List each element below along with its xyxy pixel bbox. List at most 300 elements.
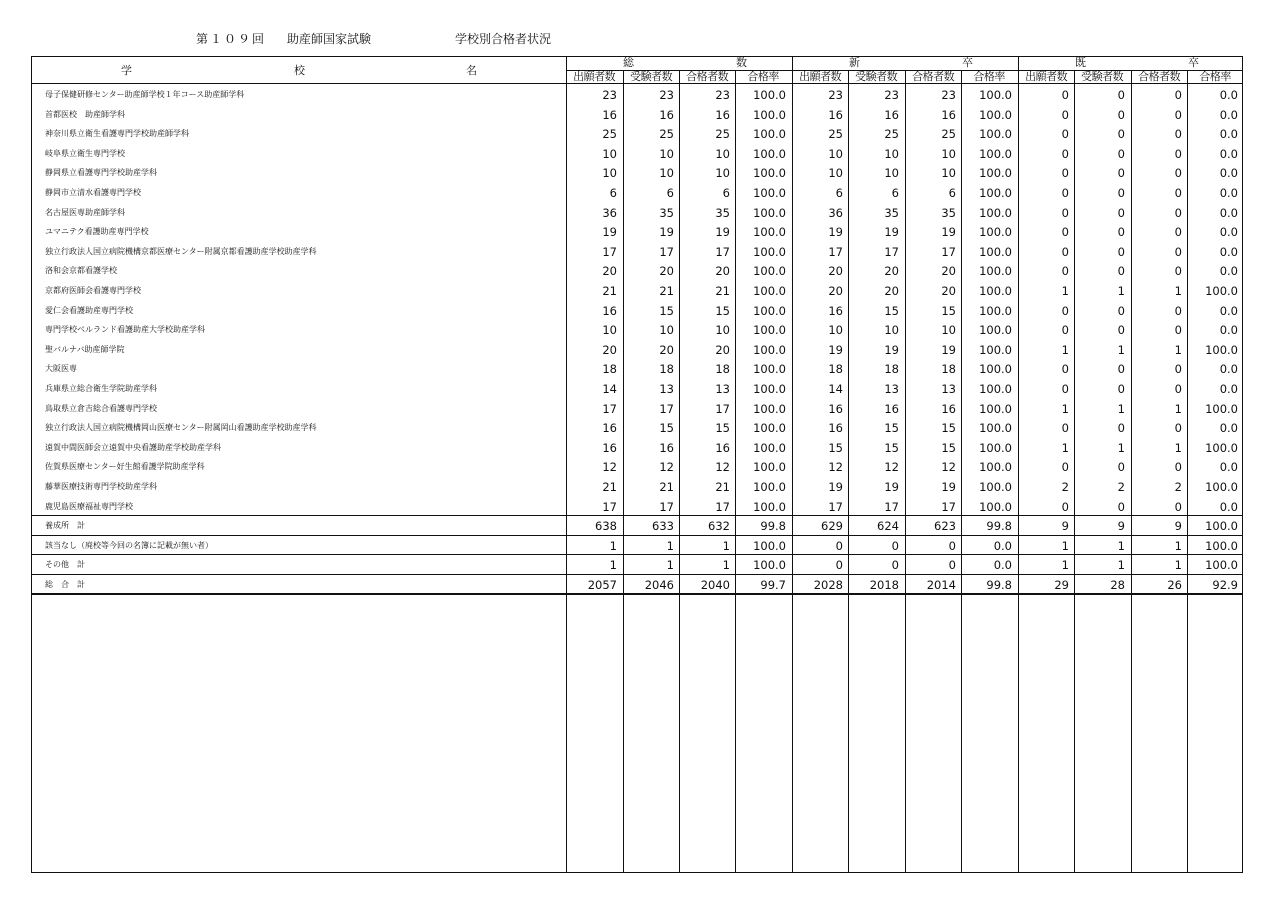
examinees-value: 25: [659, 127, 674, 142]
examinees-value: 20: [884, 264, 899, 279]
pass-rate-value: 100.0: [753, 225, 786, 240]
passers-value: 23: [941, 88, 956, 102]
passers-value: 17: [715, 401, 730, 416]
school-name: 藤華医療技術専門学校助産学科: [45, 482, 157, 491]
passers-value: 6: [948, 186, 956, 200]
examinees-value: 624: [877, 519, 899, 534]
pass-rate-value: 100.0: [979, 244, 1012, 259]
examinees-value: 2046: [644, 578, 674, 592]
examinees-value: 0: [1117, 421, 1125, 436]
pass-rate-value: 0.0: [1219, 382, 1238, 396]
applicants-value: 15: [828, 440, 843, 455]
pass-rate-value: 100.0: [979, 362, 1012, 377]
passers-value: 17: [715, 244, 730, 259]
examinees-value: 1: [1117, 284, 1125, 298]
passers-value: 10: [941, 146, 956, 161]
examinees-value: 0: [1117, 166, 1125, 181]
table-row: [31, 379, 1243, 399]
applicants-value: 2028: [813, 578, 843, 592]
examinees-value: 35: [884, 205, 899, 220]
school-name: 大阪医専: [45, 364, 77, 374]
group-header: [566, 56, 791, 70]
passers-value: 10: [941, 166, 956, 181]
passers-value: 0: [1174, 186, 1182, 200]
pass-rate-value: 100.0: [979, 205, 1012, 220]
pass-rate-value: 100.0: [979, 342, 1012, 357]
report-title: 学校別合格者状況: [455, 32, 552, 46]
subheader-examinees: 受験者数: [1081, 70, 1124, 83]
table-row: [31, 399, 1243, 419]
examinees-value: 6: [666, 186, 674, 200]
applicants-value: 629: [821, 519, 843, 534]
subheader-pass-rate: 合格率: [973, 70, 1005, 83]
totals-bottom-divider: [31, 593, 1243, 595]
applicants-value: 10: [828, 166, 843, 181]
table-row: [31, 320, 1243, 340]
table-row: [31, 359, 1243, 379]
examinees-value: 0: [1117, 362, 1125, 377]
pass-rate-value: 100.0: [979, 480, 1012, 494]
examinees-value: 0: [1117, 205, 1125, 220]
school-name: ユマニテク看護助産専門学校: [45, 227, 149, 237]
passers-value: 35: [715, 205, 730, 220]
examinees-value: 15: [884, 440, 899, 455]
school-name: 愛仁会看護助産専門学校: [45, 305, 133, 315]
applicants-value: 16: [828, 107, 843, 122]
exam-name: 助産師国家試験: [287, 32, 372, 46]
pass-rate-value: 100.0: [979, 284, 1012, 298]
subheader-applicants: 出願者数: [799, 70, 842, 83]
applicants-value: 25: [602, 127, 617, 142]
total-row: [31, 555, 1243, 575]
pass-rate-value: 0.0: [1219, 107, 1238, 122]
applicants-value: 6: [835, 186, 843, 200]
examinees-value: 10: [659, 146, 674, 161]
school-name: その他 計: [45, 560, 85, 570]
school-name: 養成所 計: [45, 521, 85, 531]
examinees-value: 0: [1117, 225, 1125, 240]
applicants-value: 16: [602, 107, 617, 122]
pass-rate-value: 99.7: [760, 578, 786, 592]
school-name: 鳥取県立倉吉総合看護専門学校: [45, 403, 157, 413]
subheader-applicants: 出願者数: [573, 70, 616, 83]
applicants-value: 0: [1061, 205, 1069, 220]
school-name: 独立行政法人国立病院機構岡山医療センター附属岡山看護助産学校助産学科: [45, 423, 317, 433]
examinees-value: 17: [659, 499, 674, 514]
applicants-value: 19: [828, 342, 843, 357]
pass-rate-value: 100.0: [1205, 519, 1238, 534]
applicants-value: 19: [828, 480, 843, 494]
subheader-passers: 合格者数: [1138, 70, 1181, 83]
applicants-value: 1: [1061, 401, 1069, 416]
school-col-header-char: 学: [121, 64, 132, 77]
applicants-value: 0: [1061, 146, 1069, 161]
school-name: 総 合 計: [45, 580, 85, 589]
table-row: [31, 163, 1243, 183]
passers-value: 1: [1174, 284, 1182, 298]
pass-rate-value: 0.0: [1219, 186, 1238, 200]
pass-rate-value: 0.0: [1219, 244, 1238, 259]
examinees-value: 12: [659, 460, 674, 475]
passers-value: 0: [1174, 244, 1182, 259]
applicants-value: 20: [828, 264, 843, 279]
school-name: 遠賀中間医師会立遠賀中央看護助産学校助産学科: [45, 442, 221, 452]
pass-rate-value: 100.0: [1205, 558, 1238, 573]
applicants-value: 17: [602, 401, 617, 416]
pass-rate-value: 0.0: [1219, 264, 1238, 279]
passers-value: 21: [715, 284, 730, 298]
passers-value: 35: [941, 205, 956, 220]
applicants-value: 23: [602, 88, 617, 102]
pass-rate-value: 100.0: [753, 342, 786, 357]
passers-value: 12: [941, 460, 956, 475]
examinees-value: 17: [659, 244, 674, 259]
pass-rate-value: 0.0: [993, 558, 1012, 573]
pass-rate-value: 100.0: [753, 166, 786, 181]
examinees-value: 0: [1117, 88, 1125, 102]
examinees-value: 17: [884, 244, 899, 259]
passers-value: 23: [715, 88, 730, 102]
examinees-value: 19: [884, 342, 899, 357]
pass-rate-value: 100.0: [753, 88, 786, 102]
school-name: 聖バルナバ助産師学院: [45, 344, 125, 354]
passers-value: 19: [941, 225, 956, 240]
examinees-value: 12: [884, 460, 899, 475]
pass-rate-value: 100.0: [753, 244, 786, 259]
applicants-value: 20: [602, 264, 617, 279]
pass-rate-value: 100.0: [979, 440, 1012, 455]
examinees-value: 0: [1117, 146, 1125, 161]
passers-value: 25: [941, 127, 956, 142]
passers-value: 15: [941, 303, 956, 318]
passers-value: 16: [941, 107, 956, 122]
applicants-value: 0: [1061, 166, 1069, 181]
passers-value: 1: [1174, 538, 1182, 553]
examinees-value: 1: [1117, 538, 1125, 553]
examinees-value: 1: [666, 558, 674, 573]
examinees-value: 13: [884, 382, 899, 396]
passers-value: 6: [722, 186, 730, 200]
applicants-value: 19: [828, 225, 843, 240]
applicants-value: 10: [602, 146, 617, 161]
passers-value: 0: [1174, 205, 1182, 220]
applicants-value: 0: [1061, 323, 1069, 338]
applicants-value: 18: [828, 362, 843, 377]
examinees-value: 20: [659, 264, 674, 279]
passers-value: 0: [1174, 264, 1182, 279]
pass-rate-value: 100.0: [979, 88, 1012, 102]
subheader-examinees: 受験者数: [630, 70, 673, 83]
table-row: [31, 438, 1243, 458]
passers-value: 19: [941, 342, 956, 357]
examinees-value: 0: [1117, 107, 1125, 122]
passers-value: 16: [941, 401, 956, 416]
passers-value: 1: [1174, 440, 1182, 455]
applicants-value: 1: [1061, 558, 1069, 573]
applicants-value: 14: [828, 382, 843, 396]
passers-value: 25: [715, 127, 730, 142]
pass-rate-value: 100.0: [753, 440, 786, 455]
subheader-applicants: 出願者数: [1025, 70, 1068, 83]
passers-value: 0: [1174, 225, 1182, 240]
school-name: 該当なし（廃校等今回の名簿に記載が無い者）: [45, 540, 213, 550]
passers-value: 0: [1174, 107, 1182, 122]
applicants-value: 0: [1061, 303, 1069, 318]
applicants-value: 16: [828, 303, 843, 318]
applicants-value: 10: [828, 146, 843, 161]
passers-value: 0: [1174, 382, 1182, 396]
table-row: [31, 183, 1243, 203]
pass-rate-value: 100.0: [979, 146, 1012, 161]
group-header-char: 既: [1075, 56, 1086, 69]
passers-value: 15: [941, 421, 956, 436]
school-name: 名古屋医専助産師学科: [45, 207, 125, 217]
table-row: [31, 85, 1243, 105]
applicants-value: 25: [828, 127, 843, 142]
pass-rate-value: 100.0: [753, 362, 786, 377]
pass-rate-value: 100.0: [1205, 342, 1238, 357]
pass-rate-value: 100.0: [753, 401, 786, 416]
passers-value: 0: [1174, 323, 1182, 338]
pass-rate-value: 99.8: [760, 519, 786, 534]
pass-rate-value: 0.0: [1219, 421, 1238, 436]
applicants-value: 0: [1061, 107, 1069, 122]
applicants-value: 0: [1061, 186, 1069, 200]
applicants-value: 0: [1061, 362, 1069, 377]
passers-value: 15: [715, 303, 730, 318]
applicants-value: 0: [1061, 244, 1069, 259]
pass-rate-value: 100.0: [979, 460, 1012, 475]
passers-value: 20: [715, 342, 730, 357]
examinees-value: 18: [884, 362, 899, 377]
examinees-value: 0: [1117, 499, 1125, 514]
applicants-value: 21: [602, 480, 617, 494]
pass-rate-value: 100.0: [753, 205, 786, 220]
applicants-value: 0: [1061, 264, 1069, 279]
group-header-char: 新: [849, 56, 860, 69]
passers-value: 16: [715, 440, 730, 455]
passers-value: 1: [722, 558, 730, 573]
school-name: 静岡市立清水看護専門学校: [45, 188, 141, 197]
group-header: [1018, 56, 1243, 70]
pass-rate-value: 100.0: [979, 303, 1012, 318]
examinees-value: 1: [666, 538, 674, 553]
table-row: [31, 418, 1243, 438]
group-header-char: 数: [736, 56, 747, 69]
pass-rate-value: 100.0: [1205, 440, 1238, 455]
examinees-value: 10: [884, 166, 899, 181]
table-row: [31, 222, 1243, 242]
passers-value: 15: [715, 421, 730, 436]
examinees-value: 1: [1117, 401, 1125, 416]
pass-rate-value: 100.0: [753, 421, 786, 436]
applicants-value: 21: [602, 284, 617, 298]
passers-value: 17: [941, 499, 956, 514]
passers-value: 18: [715, 362, 730, 377]
applicants-value: 20: [602, 342, 617, 357]
group-header: [792, 56, 1017, 70]
examinees-value: 15: [659, 421, 674, 436]
examinees-value: 0: [1117, 244, 1125, 259]
passers-value: 0: [1174, 127, 1182, 142]
table-row: [31, 144, 1243, 164]
examinees-value: 25: [884, 127, 899, 142]
examinees-value: 17: [659, 401, 674, 416]
pass-rate-value: 0.0: [993, 538, 1012, 553]
applicants-value: 23: [828, 88, 843, 102]
pass-rate-value: 0.0: [1219, 146, 1238, 161]
pass-rate-value: 100.0: [979, 225, 1012, 240]
passers-value: 9: [1174, 519, 1182, 534]
pass-rate-value: 0.0: [1219, 362, 1238, 377]
examinees-value: 0: [1117, 323, 1125, 338]
passers-value: 17: [941, 244, 956, 259]
passers-value: 1: [1174, 558, 1182, 573]
passers-value: 18: [941, 362, 956, 377]
passers-value: 17: [715, 499, 730, 514]
passers-value: 1: [1174, 401, 1182, 416]
passers-value: 13: [715, 382, 730, 396]
passers-value: 10: [715, 146, 730, 161]
school-col-header-char: 校: [294, 64, 305, 77]
pass-rate-value: 100.0: [753, 186, 786, 200]
applicants-value: 0: [1061, 382, 1069, 396]
examinees-value: 28: [1110, 578, 1125, 592]
pass-rate-value: 100.0: [1205, 401, 1238, 416]
examinees-value: 2: [1117, 480, 1125, 494]
applicants-value: 14: [602, 382, 617, 396]
examinees-value: 6: [891, 186, 899, 200]
applicants-value: 10: [602, 166, 617, 181]
passers-value: 10: [941, 323, 956, 338]
exam-round: 第１０９回: [196, 32, 267, 46]
examinees-value: 19: [884, 480, 899, 494]
passers-value: 623: [934, 519, 956, 534]
applicants-value: 16: [828, 401, 843, 416]
examinees-value: 18: [659, 362, 674, 377]
pass-rate-value: 100.0: [979, 264, 1012, 279]
pass-rate-value: 100.0: [753, 284, 786, 298]
applicants-value: 36: [602, 205, 617, 220]
pass-rate-value: 92.9: [1212, 578, 1238, 592]
passers-value: 0: [1174, 362, 1182, 377]
examinees-value: 0: [891, 558, 899, 573]
examinees-value: 20: [884, 284, 899, 298]
passers-value: 19: [715, 225, 730, 240]
applicants-value: 17: [602, 499, 617, 514]
school-name: 兵庫県立総合衛生学院助産学科: [45, 384, 157, 393]
pass-rate-value: 0.0: [1219, 166, 1238, 181]
subheader-passers: 合格者数: [686, 70, 729, 83]
pass-rate-value: 100.0: [979, 421, 1012, 436]
passers-value: 1: [722, 538, 730, 553]
examinees-value: 0: [1117, 460, 1125, 475]
pass-rate-value: 100.0: [979, 166, 1012, 181]
school-name: 首都医校 助産師学科: [45, 109, 125, 119]
pass-rate-value: 0.0: [1219, 127, 1238, 142]
school-name: 京都府医師会看護専門学校: [45, 286, 141, 295]
examinees-value: 16: [659, 107, 674, 122]
examinees-value: 20: [659, 342, 674, 357]
pass-rate-value: 100.0: [979, 127, 1012, 142]
pass-rate-value: 100.0: [753, 499, 786, 514]
pass-rate-value: 100.0: [979, 323, 1012, 338]
applicants-value: 0: [1061, 88, 1069, 102]
pass-rate-value: 99.8: [986, 519, 1012, 534]
pass-rate-value: 0.0: [1219, 499, 1238, 514]
passers-value: 0: [1174, 146, 1182, 161]
applicants-value: 9: [1061, 519, 1069, 534]
school-col-header-char: 名: [466, 64, 477, 77]
examinees-value: 10: [659, 166, 674, 181]
applicants-value: 10: [602, 323, 617, 338]
passers-value: 0: [948, 538, 956, 553]
examinees-value: 23: [884, 88, 899, 102]
pass-rate-value: 100.0: [753, 264, 786, 279]
examinees-value: 17: [884, 499, 899, 514]
examinees-value: 0: [1117, 186, 1125, 200]
passers-value: 15: [941, 440, 956, 455]
pass-rate-value: 100.0: [979, 401, 1012, 416]
examinees-value: 10: [884, 323, 899, 338]
applicants-value: 2057: [587, 578, 617, 592]
applicants-value: 0: [1061, 421, 1069, 436]
examinees-value: 1: [1117, 558, 1125, 573]
table-row: [31, 477, 1243, 497]
pass-rate-value: 100.0: [979, 499, 1012, 514]
applicants-value: 17: [828, 499, 843, 514]
applicants-value: 0: [1061, 127, 1069, 142]
school-name: 佐賀県医療センター好生館看護学院助産学科: [45, 462, 205, 472]
examinees-value: 0: [1117, 303, 1125, 318]
pass-rate-value: 100.0: [979, 186, 1012, 200]
applicants-value: 0: [835, 538, 843, 553]
applicants-value: 20: [828, 284, 843, 298]
examinees-value: 1: [1117, 342, 1125, 357]
pass-rate-value: 100.0: [753, 323, 786, 338]
pass-rate-value: 0.0: [1219, 323, 1238, 338]
school-name: 洛和会京都看護学校: [45, 266, 117, 276]
subheader-passers: 合格者数: [912, 70, 955, 83]
applicants-value: 1: [1061, 284, 1069, 298]
passers-value: 2040: [700, 578, 730, 592]
school-name: 専門学校ベルランド看護助産大学校助産学科: [45, 325, 205, 335]
pass-rate-value: 100.0: [753, 382, 786, 396]
examinees-value: 19: [659, 225, 674, 240]
pass-rate-value: 100.0: [1205, 538, 1238, 553]
table-row: [31, 497, 1243, 517]
examinees-value: 1: [1117, 440, 1125, 455]
applicants-value: 12: [828, 460, 843, 475]
table-row: [31, 261, 1243, 281]
passers-value: 0: [1174, 88, 1182, 102]
passers-value: 10: [715, 323, 730, 338]
examinees-value: 10: [659, 323, 674, 338]
passers-value: 0: [1174, 499, 1182, 514]
applicants-value: 18: [602, 362, 617, 377]
school-name: 岐阜県立衛生専門学校: [45, 148, 125, 158]
examinees-value: 0: [1117, 127, 1125, 142]
applicants-value: 29: [1054, 578, 1069, 592]
applicants-value: 19: [602, 225, 617, 240]
pass-rate-value: 100.0: [753, 127, 786, 142]
applicants-value: 10: [828, 323, 843, 338]
table-row: [31, 203, 1243, 223]
examinees-value: 10: [884, 146, 899, 161]
passers-value: 0: [1174, 166, 1182, 181]
examinees-value: 35: [659, 205, 674, 220]
school-name: 神奈川県立衛生看護専門学校助産師学科: [45, 129, 189, 139]
